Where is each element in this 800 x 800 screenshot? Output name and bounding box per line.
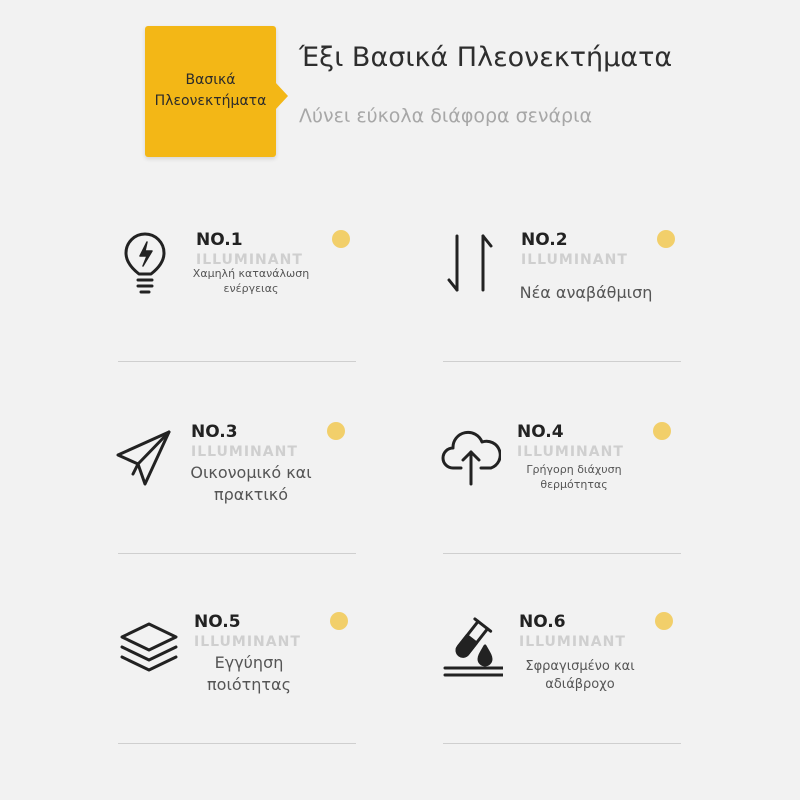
paper-plane-icon [115, 422, 175, 492]
lightbulb-icon [120, 230, 180, 300]
feature-dot [657, 230, 675, 248]
feature-card-2 [445, 230, 735, 370]
feature-subtitle: ILLUMINANT [196, 252, 303, 268]
feature-card-3 [115, 422, 405, 562]
feature-description: Οικονομικό και πρακτικό [190, 463, 312, 504]
header-badge-label: Βασικά Πλεονεκτήματα [154, 72, 267, 109]
page-subtitle: Λύνει εύκολα διάφορα σενάρια [299, 105, 593, 127]
feature-card-6 [443, 612, 733, 752]
feature-card-1 [120, 230, 410, 370]
feature-description: Γρήγορη διάχυση θερμότητας [526, 463, 622, 491]
feature-subtitle: ILLUMINANT [191, 444, 298, 460]
feature-number: NO.5 [194, 612, 241, 632]
feature-card-4 [441, 422, 731, 562]
header-badge [145, 26, 276, 157]
feature-dot [653, 422, 671, 440]
divider [443, 743, 681, 744]
feature-description: Εγγύηση ποιότητας [207, 653, 291, 694]
feature-number: NO.1 [196, 230, 243, 250]
feature-number: NO.2 [521, 230, 568, 250]
divider [118, 553, 356, 554]
feature-card-5 [118, 612, 408, 752]
feature-description: Νέα αναβάθμιση [519, 283, 653, 302]
feature-number: NO.3 [191, 422, 238, 442]
divider [118, 361, 356, 362]
page-title: Έξι Βασικά Πλεονεκτήματα [299, 42, 673, 73]
feature-number: NO.4 [517, 422, 564, 442]
feature-subtitle: ILLUMINANT [517, 444, 624, 460]
feature-subtitle: ILLUMINANT [194, 634, 301, 650]
test-tube-drop-icon [443, 612, 503, 682]
feature-description: Σφραγισμένο και αδιάβροχο [525, 659, 635, 692]
divider [443, 361, 681, 362]
layers-icon [118, 612, 178, 682]
feature-number: NO.6 [519, 612, 566, 632]
feature-dot [327, 422, 345, 440]
feature-subtitle: ILLUMINANT [519, 634, 626, 650]
feature-subtitle: ILLUMINANT [521, 252, 628, 268]
divider [443, 553, 681, 554]
feature-dot [655, 612, 673, 630]
feature-description: Χαμηλή κατανάλωση ενέργειας [192, 267, 310, 295]
divider [118, 743, 356, 744]
up-down-arrows-icon [445, 230, 505, 300]
feature-dot [330, 612, 348, 630]
feature-dot [332, 230, 350, 248]
cloud-upload-icon [441, 422, 501, 492]
